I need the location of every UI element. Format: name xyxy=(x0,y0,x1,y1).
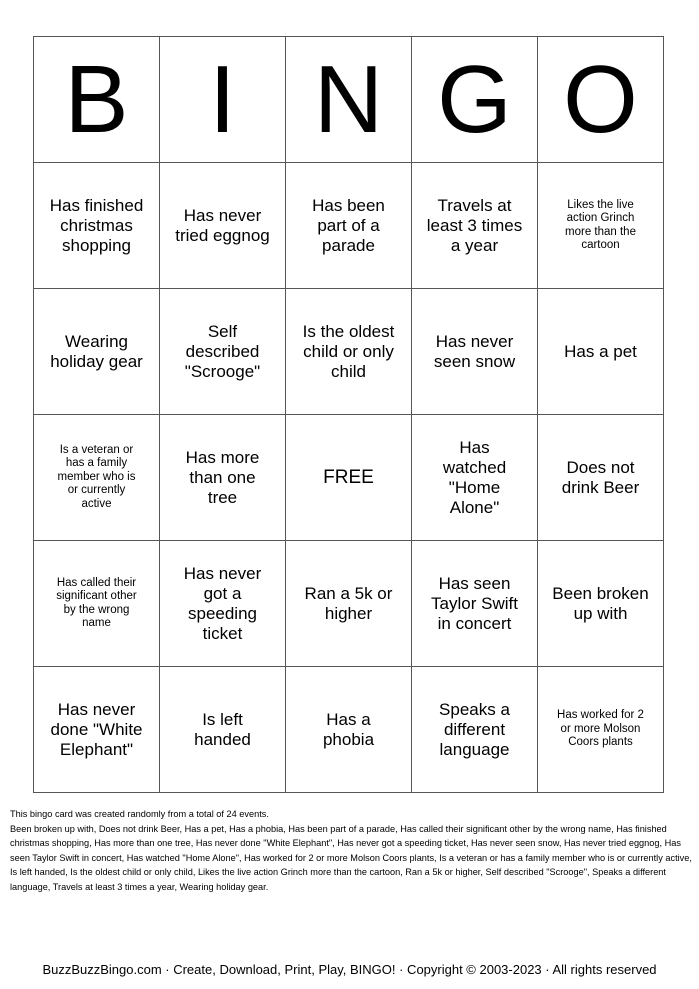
header-letter: B xyxy=(34,37,160,163)
bingo-cell: Has been part of a parade xyxy=(286,163,412,289)
bingo-cell: Has never done "White Elephant" xyxy=(34,667,160,793)
header-letter: N xyxy=(286,37,412,163)
card-row xyxy=(34,289,664,415)
card-footer xyxy=(10,807,692,894)
copyright-line: BuzzBuzzBingo.com · Create, Download, Print, Play, BINGO! · Copyright © 2003-2023 · All rights reserved xyxy=(42,962,657,977)
bingo-cell: Speaks a different language xyxy=(412,667,538,793)
bingo-cell: Has seen Taylor Swift in concert xyxy=(412,541,538,667)
bingo-cell: Is the oldest child or only child xyxy=(286,289,412,415)
bingo-cell: Ran a 5k or higher xyxy=(286,541,412,667)
bingo-cell: Has finished christmas shopping xyxy=(34,163,160,289)
free-cell: FREE xyxy=(286,415,412,541)
bingo-card xyxy=(33,36,664,793)
bingo-cell: Has worked for 2 or more Molson Coors plants xyxy=(538,667,664,793)
card-row xyxy=(34,415,664,541)
header-letter: I xyxy=(160,37,286,163)
bingo-cell: Travels at least 3 times a year xyxy=(412,163,538,289)
bingo-cell: Been broken up with xyxy=(538,541,664,667)
bingo-cell: Does not drink Beer xyxy=(538,415,664,541)
bingo-cell: Has watched "Home Alone" xyxy=(412,415,538,541)
bingo-cell: Wearing holiday gear xyxy=(34,289,160,415)
bingo-cell: Has never tried eggnog xyxy=(160,163,286,289)
header-row xyxy=(34,37,664,163)
bingo-cell: Has never got a speeding ticket xyxy=(160,541,286,667)
card-row xyxy=(34,667,664,793)
bingo-cell: Has called their significant other by the wrong name xyxy=(34,541,160,667)
footer-events-list: Been broken up with, Does not drink Beer, Has a pet, Has a phobia, Has been part of a parade, Has called their significant other by the wrong name, Has finished christmas shopping, Has more than one tree, Has never done "White Elephant", Has never got a speeding ticket, Has never seen snow, Has never tried eggnog, Has seen Taylor Swift in concert, Has watched "Home Alone", Has worked for 2 or more Molson Coors plants, Is a veteran or has a family member who is or currently active, Is left handed, Is the oldest child or only child, Likes the live action Grinch more than the cartoon, Ran a 5k or higher, Self described "Scrooge", Speaks a different language, Travels at least 3 times a year, Wearing holiday gear. xyxy=(10,823,692,892)
header-letter: O xyxy=(538,37,664,163)
bingo-cell: Has never seen snow xyxy=(412,289,538,415)
card-row xyxy=(34,541,664,667)
bingo-cell: Likes the live action Grinch more than the cartoon xyxy=(538,163,664,289)
bingo-cell: Is left handed xyxy=(160,667,286,793)
card-row xyxy=(34,163,664,289)
footer-intro: This bingo card was created randomly from a total of 24 events. xyxy=(10,809,269,819)
bingo-cell: Has a phobia xyxy=(286,667,412,793)
bingo-cell: Is a veteran or has a family member who is or currently active xyxy=(34,415,160,541)
bingo-cell: Has a pet xyxy=(538,289,664,415)
bingo-cell: Has more than one tree xyxy=(160,415,286,541)
bingo-cell: Self described "Scrooge" xyxy=(160,289,286,415)
header-letter: G xyxy=(412,37,538,163)
